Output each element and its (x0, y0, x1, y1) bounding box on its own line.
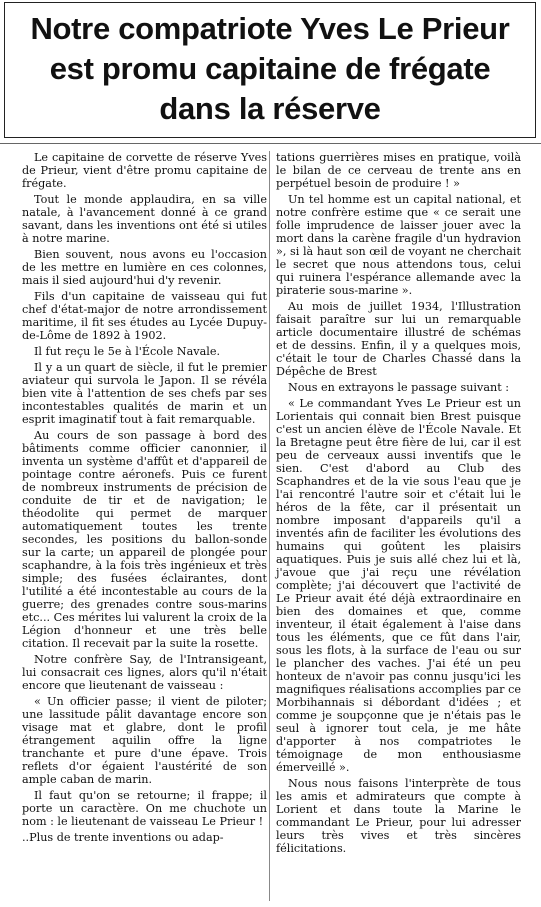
headline-line-3: dans la réserve (159, 91, 381, 126)
headline-box (4, 2, 536, 138)
article-column-left (22, 151, 267, 847)
headline-line-2: est promu capitaine de frégate (49, 51, 491, 86)
paragraph: Le capitaine de corvette de réserve Yves de Prieur, vient d'être promu capitaine de frégate. (22, 151, 267, 190)
column-rule (269, 151, 270, 901)
paragraph: ..Plus de trente inventions ou adap- (22, 831, 224, 844)
paragraph: Nous nous faisons l'interprète de tous les amis et admirateurs que compte à Lorient et dans toute la Marine le commandant Le Prieur, pour lui adresser leurs très vives et très sincères félicitations. (276, 777, 521, 855)
paragraph: tations guerrières mises en pratique, voilà le bilan de ce cerveau de trente ans en perpétuel besoin de produire ! » (276, 151, 521, 190)
paragraph: Notre confrère Say, de l'Intransigeant, lui consacrait ces lignes, alors qu'il n'était encore que lieutenant de vaisseau : (22, 653, 267, 692)
paragraph: Il faut qu'on se retourne; il frappe; il porte un caractère. On me chuchote un nom : le lieutenant de vaisseau Le Prieur ! (22, 789, 267, 828)
paragraph: Fils d'un capitaine de vaisseau qui fut chef d'état-major de notre arrondissement maritime, il fit ses études au Lycée Dupuy-de-Lôme de 1892 à 1902. (22, 290, 267, 342)
paragraph: Au cours de son passage à bord des bâtiments comme officier canonnier, il inventa un système d'affût et d'appareil de pointage contre aéronefs. Puis ce furent de nombreux instruments de précision de conduite de tir et de navigation; le théodolite qui permet de marquer automatiquement toutes les trente secondes, les positions du ballon-sonde sur la carte; un appareil de plongée pour scaphandre, à la fois très ingénieux et très simple; des fusées éclairantes, dont l'utilité a été incontestable au cours de la guerre; des grenades contre sous-marins etc... Ces mérites lui valurent la croix de la Légion d'honneur et une très belle citation. Il recevait par la suite la rosette. (22, 429, 267, 650)
paragraph: Au mois de juillet 1934, l'Illustration faisait paraître sur lui un remarquable article documentaire illustré de schémas et de dessins. Enfin, il y a quelques mois, c'était le tour de Charles Chassé dans la Dépêche de Brest (276, 300, 521, 378)
paragraph: Il y a un quart de siècle, il fut le premier aviateur qui survola le Japon. Il se révéla bien vite à l'attention de ses chefs par ses incontestables qualités de marin et un esprit imaginatif tout à fait remarquable. (22, 361, 267, 426)
header-rule (0, 143, 541, 144)
paragraph: Nous en extrayons le passage suivant : (288, 381, 510, 394)
paragraph: Un tel homme est un capital national, et notre confrère estime que « ce serait une folle imprudence de laisser jouer avec la mort dans la carène fragile d'un hydravion », si là haut son œil de voyant ne cherchait le secret que nous attendons tous, celui qui ruinera l'espérance allemande avec la piraterie sous-marine ». (276, 193, 521, 297)
paragraph: « Un officier passe; il vient de piloter; une lassitude pâlit davantage encore son visage mat et glabre, dont le profil étrangement aquilin offre la ligne tranchante et pure d'une épave. Trois reflets d'or égaient l'austérité de son ample caban de marin. (22, 695, 267, 786)
article-column-right (276, 151, 521, 858)
paragraph: Il fut reçu le 5e à l'École Navale. (34, 345, 221, 358)
headline-line-1: Notre compatriote Yves Le Prieur (30, 11, 510, 46)
paragraph: Bien souvent, nous avons eu l'occasion de les mettre en lumière en ces colonnes, mais il sied aujourd'hui d'y revenir. (22, 248, 267, 287)
paragraph: « Le commandant Yves Le Prieur est un Lorientais qui connait bien Brest puisque c'est un ancien élève de l'École Navale. Et la Bretagne peut être fière de lui, car il est peu de cerveaux aussi inventifs que le sien. C'est d'abord au Club des Scaphandres et de la vie sous l'eau que je l'ai rencontré l'autre soir et c'était lui le héros de la fête, car il présentait un nombre imposant d'appareils qu'il a inventés afin de faciliter les évolutions des humains qui goûtent les plaisirs aquatiques. Puis je suis allé chez lui et là, j'avoue que j'ai reçu une révélation complète; j'ai découvert que l'activité de Le Prieur avait été déjà extraordinaire en bien des domaines et que, comme inventeur, il était également à l'aise dans tous les éléments, que ce fût dans l'air, sous les flots, à la surface de l'eau ou sur le plancher des vaches. J'ai été un peu honteux de n'avoir pas connu jusqu'ici les magnifiques réalisations accomplies par ce Morbihannais si débordant d'idées ; et comme je soupçonne que je n'étais pas le seul à ignorer tout cela, je me hâte d'apporter à nos compatriotes le témoignage de mon enthousiasme émerveillé ». (276, 397, 521, 774)
paragraph: Tout le monde applaudira, en sa ville natale, à l'avancement donné à ce grand savant, dans les inventions ont été si utiles à notre marine. (22, 193, 267, 245)
